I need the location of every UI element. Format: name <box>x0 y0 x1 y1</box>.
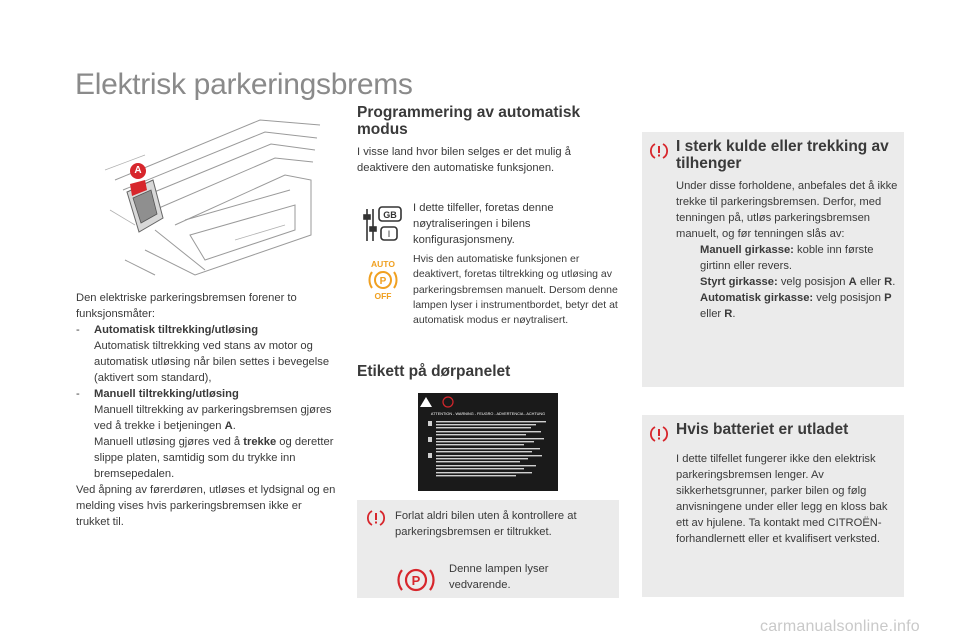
cold-content <box>676 178 898 322</box>
cold-heading: I sterk kulde eller trekking av tilhenger <box>676 138 889 172</box>
lamp-text: Denne lampen lyser vedvarende. <box>449 563 549 591</box>
list-item: Automatisk girkasse: velg posisjon P eller R. <box>676 290 898 322</box>
warning-text: Forlat aldri bilen uten å kontrollere at parkeringsbremsen er tiltrukket. <box>395 510 577 538</box>
mode-auto <box>76 322 338 386</box>
parking-brake-lamp-icon <box>397 566 435 594</box>
gb-text: I dette tilfeller, foretas denne nøytraliseringen i bilens konfigurasjonsmeny. <box>413 202 554 246</box>
battery-heading: Hvis batteriet er utladet <box>676 421 849 438</box>
mode-manual-text-b: Manuell utløsing gjøres ved å trekke og deretter slippe platen, samtidig som du trykke inn bremsepedalen. <box>94 436 334 480</box>
warning-icon <box>650 142 668 160</box>
svg-text:ATTENTION - WARNING - FEUGRO -: ATTENTION - WARNING - FEUGRO - ADVERTENCIA - ACHTUNG <box>430 412 546 416</box>
parking-brake-illustration <box>85 110 325 285</box>
list-item: Styrt girkasse: velg posisjon A eller R. <box>676 274 898 290</box>
door-panel-label <box>418 393 558 491</box>
configuration-menu-icon <box>362 205 404 245</box>
cold-trailer-box <box>642 132 904 387</box>
intro-text <box>76 290 338 530</box>
auto-p-off-warning-icon <box>365 258 401 300</box>
cold-bullets <box>676 242 898 322</box>
svg-text:P: P <box>411 573 421 588</box>
svg-text:P: P <box>379 276 387 287</box>
battery-para: I dette tilfellet fungerer ikke den elektrisk parkeringsbremsen lenger. Av sikkerhetsgrunner, parker bilen og følg anvisningene under eller legg en kloss bak ett av hjulene. Ta kontakt med CITROËN-forhandlernett eller et kvalifisert verksted. <box>676 453 888 545</box>
marker-a: A <box>130 163 146 179</box>
intro-closing: Ved åpning av førerdøren, utløses et lydsignal og en melding vises hvis parkeringsbremsen ikke er trukket til. <box>76 484 336 528</box>
mode-manual-text-a: Manuell tiltrekking av parkeringsbremsen gjøres ved å trekke i betjeningen A. <box>94 404 332 432</box>
svg-text:AUTO: AUTO <box>371 259 395 269</box>
bullet-icon <box>676 242 700 274</box>
page-title: Elektrisk parkeringsbrems <box>75 68 413 101</box>
warning-icon <box>650 425 668 443</box>
cold-para: Under disse forholdene, anbefales det å ikke trekke til parkeringsbremsen. Derfor, med tenningen på, utløs parkeringsbremsen manuelt, og før tenningen slås av: <box>676 180 898 240</box>
mode-auto-title: Automatisk tiltrekking/utløsing <box>94 324 259 336</box>
bullet-icon <box>676 290 700 322</box>
dash: - <box>76 324 80 336</box>
list-item: Manuell girkasse: koble inn første girtinn eller revers. <box>676 242 898 274</box>
warning-box <box>357 500 619 598</box>
mode-manual-title: Manuell tiltrekking/utløsing <box>94 388 239 400</box>
dash: - <box>76 388 80 400</box>
battery-box <box>642 415 904 597</box>
svg-text:I: I <box>387 229 391 239</box>
intro-lead: Den elektriske parkeringsbremsen forener to funksjonsmåter: <box>76 292 297 320</box>
svg-text:OFF: OFF <box>374 291 392 300</box>
etikett-heading: Etikett på dørpanelet <box>357 363 511 380</box>
bullet-icon <box>676 274 700 290</box>
auto-text: Hvis den automatiske funksjonen er deaktivert, foretas tiltrekking og utløsing av parkeringsbremsen manuelt. Dersom denne lampen lyser i instrumentbordet, betyr det at automatisk modus er nøytralisert. <box>413 253 618 327</box>
svg-text:GB: GB <box>383 210 397 220</box>
warning-icon <box>367 509 385 527</box>
programming-heading: Programmering av automatisk modus <box>357 104 581 138</box>
watermark: carmanualsonline.info <box>760 618 920 635</box>
programming-para: I visse land hvor bilen selges er det mulig å deaktivere den automatiske funksjonen. <box>357 146 571 174</box>
mode-auto-text: Automatisk tiltrekking ved stans av motor og automatisk utløsing når bilen settes i bevegelse (aktivert som standard), <box>94 340 330 384</box>
mode-manual <box>76 386 338 482</box>
battery-content <box>676 451 898 547</box>
